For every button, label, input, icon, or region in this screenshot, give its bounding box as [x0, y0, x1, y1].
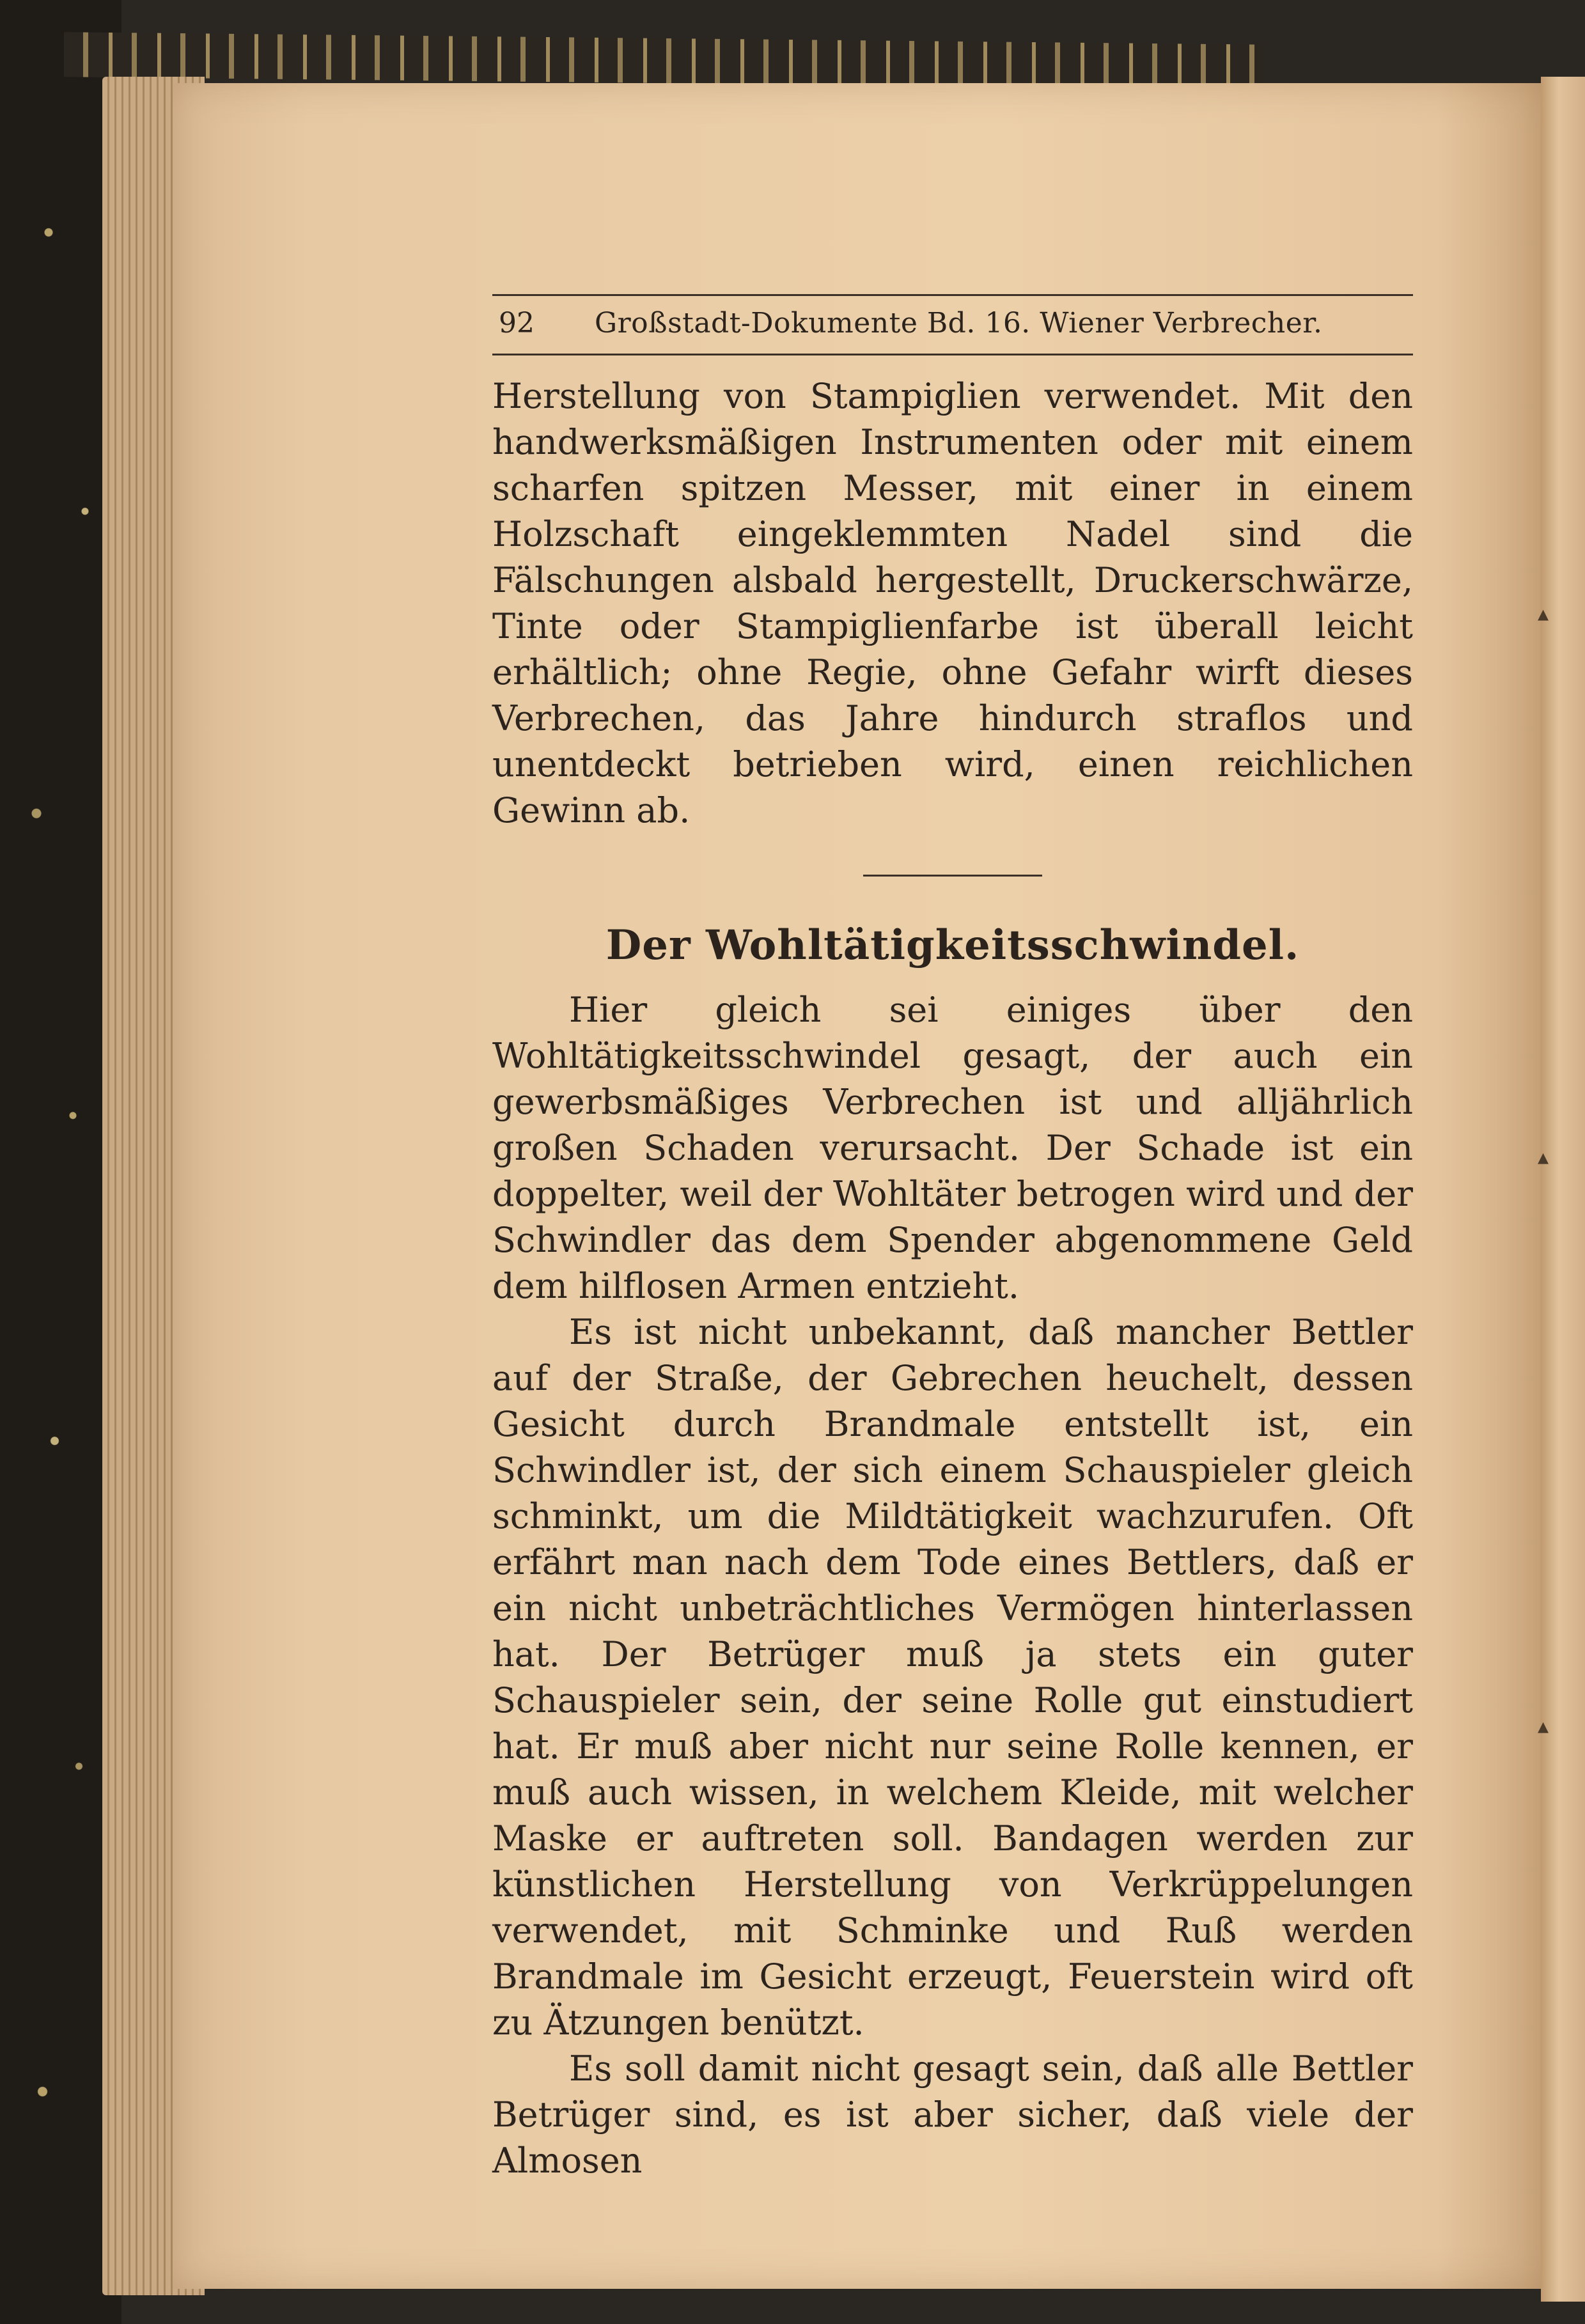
section-divider — [863, 875, 1042, 877]
facing-page-edge — [1541, 77, 1585, 2302]
margin-mark: ▴ — [1538, 1144, 1549, 1170]
paragraph: Es ist nicht unbekannt, daß mancher Bettler auf der Straße, der Gebrechen heuchelt, dessen Gesicht durch Brandmale entstellt ist, ein Schwindler ist, der sich einem Schauspieler gleich schminkt, um die Mildtätigkeit wachzurufen. Oft erfährt man nach dem Tode eines Bettlers, daß er ein nicht unbeträchtliches Vermögen hinterlassen hat. Der Betrüger muß ja stets ein guter Schauspieler sein, der seine Rolle gut einstudiert hat. Er muß aber nicht nur seine Rolle kennen, er muß auch wissen, in welchem Kleide, mit welcher Maske er auftreten soll. Bandagen werden zur künstlichen Herstellung von Verkrüppelungen verwendet, mit Schminke und Ruß werden Brandmale im Gesicht erzeugt, Feuerstein wird oft zu Ätzungen benützt. — [492, 1312, 1413, 2043]
paragraph: Hier gleich sei einiges über den Wohltätigkeitsschwindel gesagt, der auch ein gewerbsmäßiges Verbrechen ist und alljährlich großen Schaden verursacht. Der Schade ist ein doppelter, weil der Wohltäter betrogen wird und der Schwindler das dem Spender abgenommene Geld dem hilflosen Armen entzieht. — [492, 990, 1413, 1306]
margin-mark: ▴ — [1538, 1713, 1549, 1739]
running-header — [492, 294, 1413, 355]
page-number: 92 — [499, 307, 535, 339]
paragraph: Es soll damit nicht gesagt sein, daß alle Bettler Betrüger sind, es ist aber sicher, daß viele der Almosen — [492, 2048, 1413, 2181]
section-heading: Der Wohltätigkeitsschwindel. — [605, 921, 1300, 969]
running-title: Großstadt-Dokumente Bd. 16. Wiener Verbrecher. — [595, 307, 1323, 339]
paragraph-continued: Herstellung von Stampiglien verwendet. Mit den handwerksmäßigen Instrumenten oder mit einem scharfen spitzen Messer, mit einer in einem Holzschaft eingeklemmten Nadel sind die Fälschungen alsbald hergestellt, Druckerschwärze, Tinte oder Stampiglienfarbe ist überall leicht erhältlich; ohne Regie, ohne Gefahr wirft dieses Verbrechen, das Jahre hindurch straflos und unentdeckt betrieben wird, einen reichlichen Gewinn ab. — [492, 376, 1413, 831]
page-content — [492, 294, 1413, 2184]
margin-mark: ▴ — [1538, 601, 1549, 627]
book-cover-top — [64, 32, 1266, 90]
